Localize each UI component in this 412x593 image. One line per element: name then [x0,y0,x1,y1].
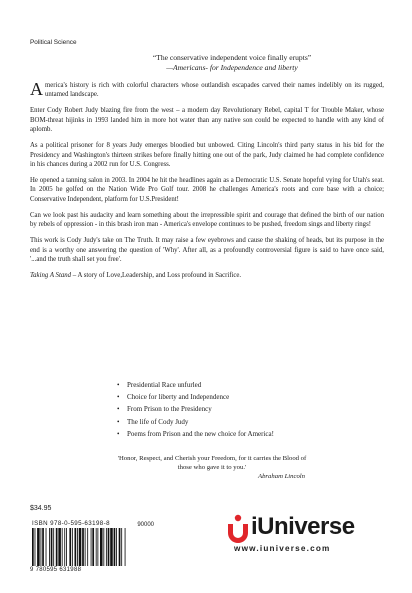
quote-attribution: —Americans- for Independence and liberty [166,63,298,72]
paragraph-4: He opened a tanning salon in 2003. In 2004 he hit the headlines again as a Democratic U.S. Senate hopeful vying for Utah's seat. In 2005 he golfed on the Nation Wide Pro Golf tour. 2008 he challenges America's roots and core base with a choice; Conservative Independent, platform for U.S.President! [30,177,384,203]
lincoln-quote [117,454,307,481]
description-body [30,81,384,287]
isbn-label: ISBN 978-0-595-63198-8 [32,520,110,527]
paragraph-2: Enter Cody Robert Judy blazing fire from the west – a modern day Revolutionary Rebel, capital T for Trouble Maker, whose BOM-threat hijinks in 1993 landed him in more hot water than any native son could be expected to handle with any kind of aplomb. [30,107,384,134]
quote-text: “The conservative independent voice finally erupts” [152,53,312,62]
list-item: • Poems from Prison and the new choice for America! [117,428,357,440]
paragraph-7 [30,271,384,280]
endorsement-quote [112,53,352,73]
paragraph-1 [30,81,384,100]
list-item: • From Prison to the Presidency [117,403,357,415]
barcode-icon [32,528,154,566]
book-title-inline: Taking A Stand [30,272,72,280]
feature-list [117,379,357,440]
lincoln-quote-text: 'Honor, Respect, and Cherish your Freedom, for it carries the Blood of those who gave it to you.' [117,455,307,471]
isbn-barcode-block [30,520,156,575]
lincoln-quote-author: Abraham Lincoln [258,473,305,480]
paragraph-1-text: merica's history is rich with colorful characters whose outlandish escapades carved their names indelibly on its rugged, untamed landscape. [45,82,384,99]
list-item: • Presidential Race unfurled [117,379,357,391]
drop-cap: A [30,79,43,99]
publisher-url: www.iuniverse.com [234,544,331,553]
paragraph-5: Can we look past his audacity and learn something about the irrepressible spirit and courage that defined the birth of our nation by rebels of oppression - in this brash iron man - America's envelope continues to be pushed, freedom sings and liberty rings! [30,211,384,229]
isbn-addon: 90000 [137,522,154,528]
list-item: • The life of Cody Judy [117,416,357,428]
list-item: • Choice for liberty and Independence [117,391,357,403]
iuniverse-icon [225,513,251,543]
paragraph-3: As a political prisoner for 8 years Judy emerges bloodied but unbowed. Citing Lincoln's third party status in his bid for the Presidency and Washington's thirteen strikes before finally hitting one out of the park, Judy claimed he had complete confidence in his chances during a 2002 run for U.S. Congress. [30,142,384,169]
barcode-digits: 9 780595 631988 [30,567,82,573]
paragraph-7-text: – A story of Love,Leadership, and Loss profound in Sacrifice. [71,272,242,280]
price-label: $34.95 [30,505,52,512]
publisher-name: iUniverse [251,513,355,540]
category-label: Political Science [30,39,77,46]
paragraph-6: This work is Cody Judy's take on The Truth. It may raise a few eyebrows and cause the shaking of heads, but its purpose in the end is a worthy one answering the question of 'Why'. After all, as a profoundly controversial figure is said to have once said, '...and the truth shall set you free'. [30,237,384,264]
